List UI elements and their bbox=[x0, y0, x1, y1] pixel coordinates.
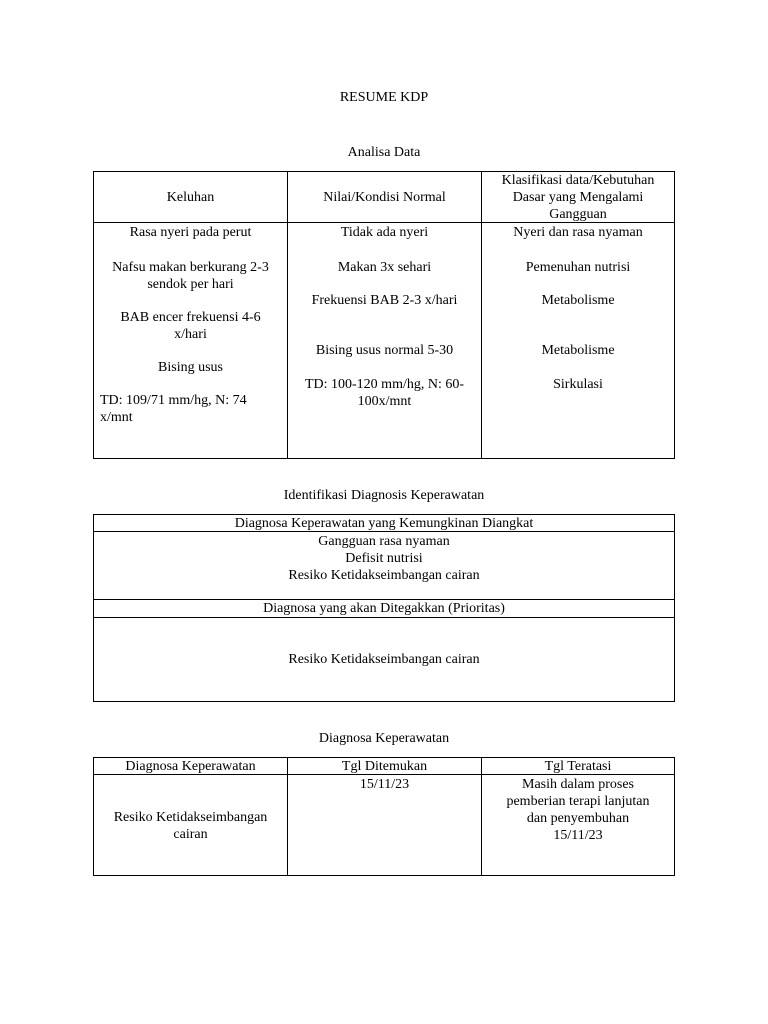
possible-diagnosis-item: Resiko Ketidakseimbangan cairan bbox=[288, 568, 480, 583]
header-diagnosa: Diagnosa Keperawatan bbox=[125, 759, 256, 774]
possible-diagnosis-header: Diagnosa Keperawatan yang Kemungkinan Diangkat bbox=[234, 516, 534, 531]
keluhan-item: Bising usus bbox=[158, 360, 223, 375]
diagnosa-keperawatan-title: Diagnosa Keperawatan bbox=[318, 731, 450, 746]
klasifikasi-item: Metabolisme bbox=[541, 343, 615, 358]
identifikasi-diagnosis-title: Identifikasi Diagnosis Keperawatan bbox=[283, 488, 485, 503]
found-date: 15/11/23 bbox=[359, 777, 410, 792]
header-tgl-ditemukan: Tgl Ditemukan bbox=[341, 759, 428, 774]
possible-diagnosis-item: Gangguan rasa nyaman bbox=[318, 534, 450, 549]
klasifikasi-item: Sirkulasi bbox=[553, 377, 603, 392]
klasifikasi-item: Nyeri dan rasa nyaman bbox=[513, 225, 643, 240]
possible-diagnosis-item: Defisit nutrisi bbox=[345, 551, 423, 566]
diagnosa-table bbox=[93, 757, 675, 876]
nilai-normal-item: Bising usus normal 5-30 bbox=[315, 343, 454, 358]
analisa-data-table bbox=[93, 171, 675, 459]
keluhan-item: Nafsu makan berkurang 2-3 sendok per hari bbox=[112, 260, 269, 292]
klasifikasi-item: Pemenuhan nutrisi bbox=[525, 260, 631, 275]
document-title: RESUME KDP bbox=[339, 90, 429, 105]
resolved-date: 15/11/23 bbox=[553, 828, 603, 843]
nilai-normal-item: TD: 100-120 mm/hg, N: 60-100x/mnt bbox=[304, 377, 465, 409]
resolved-note: Masih dalam proses pemberian terapi lanjutan dan penyembuhan bbox=[506, 777, 650, 826]
keluhan-item: BAB encer frekuensi 4-6 x/hari bbox=[120, 310, 261, 342]
header-keluhan: Keluhan bbox=[166, 189, 215, 205]
klasifikasi-item: Metabolisme bbox=[541, 293, 615, 308]
keluhan-item: TD: 109/71 mm/hg, N: 74 x/mnt bbox=[100, 393, 247, 425]
resolved-cell bbox=[482, 776, 674, 844]
possible-diagnosis-list bbox=[94, 533, 674, 584]
analisa-data-title: Analisa Data bbox=[347, 145, 421, 160]
priority-diagnosis: Resiko Ketidakseimbangan cairan bbox=[288, 652, 480, 667]
nilai-normal-item: Frekuensi BAB 2-3 x/hari bbox=[311, 293, 458, 308]
nilai-normal-item: Makan 3x sehari bbox=[337, 260, 432, 275]
header-nilai-normal: Nilai/Kondisi Normal bbox=[323, 189, 446, 205]
keluhan-item: Rasa nyeri pada perut bbox=[129, 225, 252, 240]
header-tgl-teratasi: Tgl Teratasi bbox=[544, 759, 612, 774]
header-klasifikasi: Klasifikasi data/Kebutuhan Dasar yang Mengalami Gangguan bbox=[501, 172, 655, 222]
diagnosis-identification-table bbox=[93, 514, 675, 702]
nilai-normal-item: Tidak ada nyeri bbox=[340, 225, 429, 240]
diagnosis-value: Resiko Ketidakseimbangan cairan bbox=[113, 810, 268, 842]
priority-diagnosis-header: Diagnosa yang akan Ditegakkan (Prioritas) bbox=[263, 601, 505, 616]
